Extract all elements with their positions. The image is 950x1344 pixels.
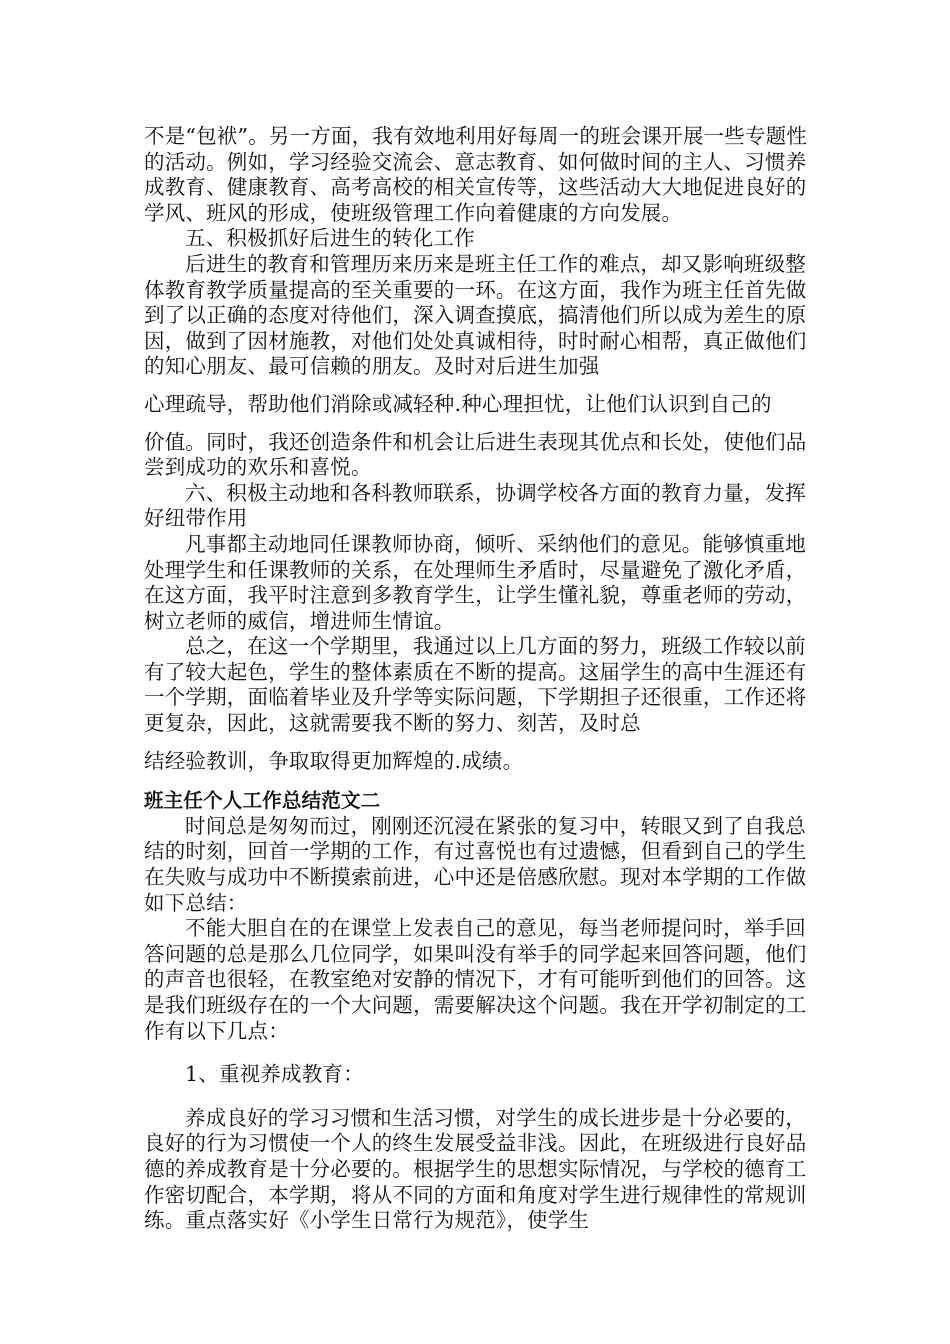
document-body: [144, 124, 814, 1234]
paragraph-intro-continued: 不是“包袱”。另一方面，我有效地利用好每周一的班会课开展一些专题性的活动。例如，学习经验交流会、意志教育、如何做时间的主人、习惯养成教育、健康教育、高考高校的相关宣传等，这些活动大大地促进良好的学风、班风的形成，使班级管理工作向着健康的方向发展。: [144, 124, 808, 225]
paragraph-underachievers: 后进生的教育和管理历来历来是班主任工作的难点，却又影响班级整体教育教学质量提高的至关重要的一环。在这方面，我作为班主任首先做到了以正确的态度对待他们，深入调查摸底，搞清他们所以成为差生的原因，做到了因材施教，对他们处处真诚相待，时时耐心相帮，真正做他们的知心朋友、最可信赖的朋友。及时对后进生加强: [144, 251, 807, 379]
paragraph-conclusion-end: 结经验教训，争取取得更加辉煌的.成绩。: [144, 748, 524, 773]
section-heading-five: 五、积极抓好后进生的转化工作: [185, 226, 475, 251]
paragraph-teacher-coordination: 凡事都主动地同任课教师协商，倾听、采纳他们的意见。能够慎重地处理学生和任课教师的关系，在处理师生矛盾时，尽量避免了激化矛盾，在这方面，我平时注意到多教育学生，让学生懂礼貌，尊重老师的劳动，树立老师的威信，增进师生情谊。: [144, 531, 807, 633]
section-heading-six: 六、积极主动地和各科教师联系，协调学校各方面的教育力量，发挥好纽带作用: [144, 480, 806, 531]
paragraph-good-habits: 养成良好的学习习惯和生活习惯，对学生的成长进步是十分必要的，良好的行为习惯使一个人的终生发展受益非浅。因此，在班级进行良好品德的养成教育是十分必要的。根据学生的思想实际情况，与学校的德育工作密切配合，本学期，将从不同的方面和角度对学生进行规律性的常规训练。重点落实好《小学生日常行为规范》，使学生: [144, 1105, 807, 1233]
paragraph-psychological-guidance: 心理疏导，帮助他们消除或减轻种.种心理担忧，让他们认识到自己的: [144, 391, 772, 416]
paragraph-class-problem: 不能大胆自在的在课堂上发表自己的意见，每当老师提问时，举手回答问题的总是那么几位同学，如果叫没有举手的同学起来回答问题，他们的声音也很轻，在教室绝对安静的情况下，才有可能听到他们的回答。这是我们班级存在的一个大问题，需要解决这个问题。我在开学初制定的工作有以下几点：: [144, 916, 807, 1043]
paragraph-conclusion: 总之，在这一个学期里，我通过以上几方面的努力，班级工作较以前有了较大起色，学生的整体素质在不断的提高。这届学生的高中生涯还有一个学期，面临着毕业及升学等实际问题，下学期担子还很重，工作还将更复杂，因此，这就需要我不断的努力、刻苦，及时总: [144, 634, 807, 736]
paragraph-time-flies: 时间总是匆匆而过，刚刚还沉浸在紧张的复习中，转眼又到了自我总结的时刻，回首一学期的工作，有过喜悦也有过遗憾，但看到自己的学生在失败与成功中不断摸索前进，心中还是倍感欣慰。现对本学期的工作做如下总结：: [144, 813, 807, 915]
article-title-two: 班主任个人工作总结范文二: [144, 789, 381, 813]
paragraph-self-worth: 价值。同时，我还创造条件和机会让后进生表现其优点和长处，使他们品尝到成功的欢乐和喜悦。: [144, 429, 807, 480]
list-item-habit-education: 1、重视养成教育：: [185, 1062, 364, 1087]
